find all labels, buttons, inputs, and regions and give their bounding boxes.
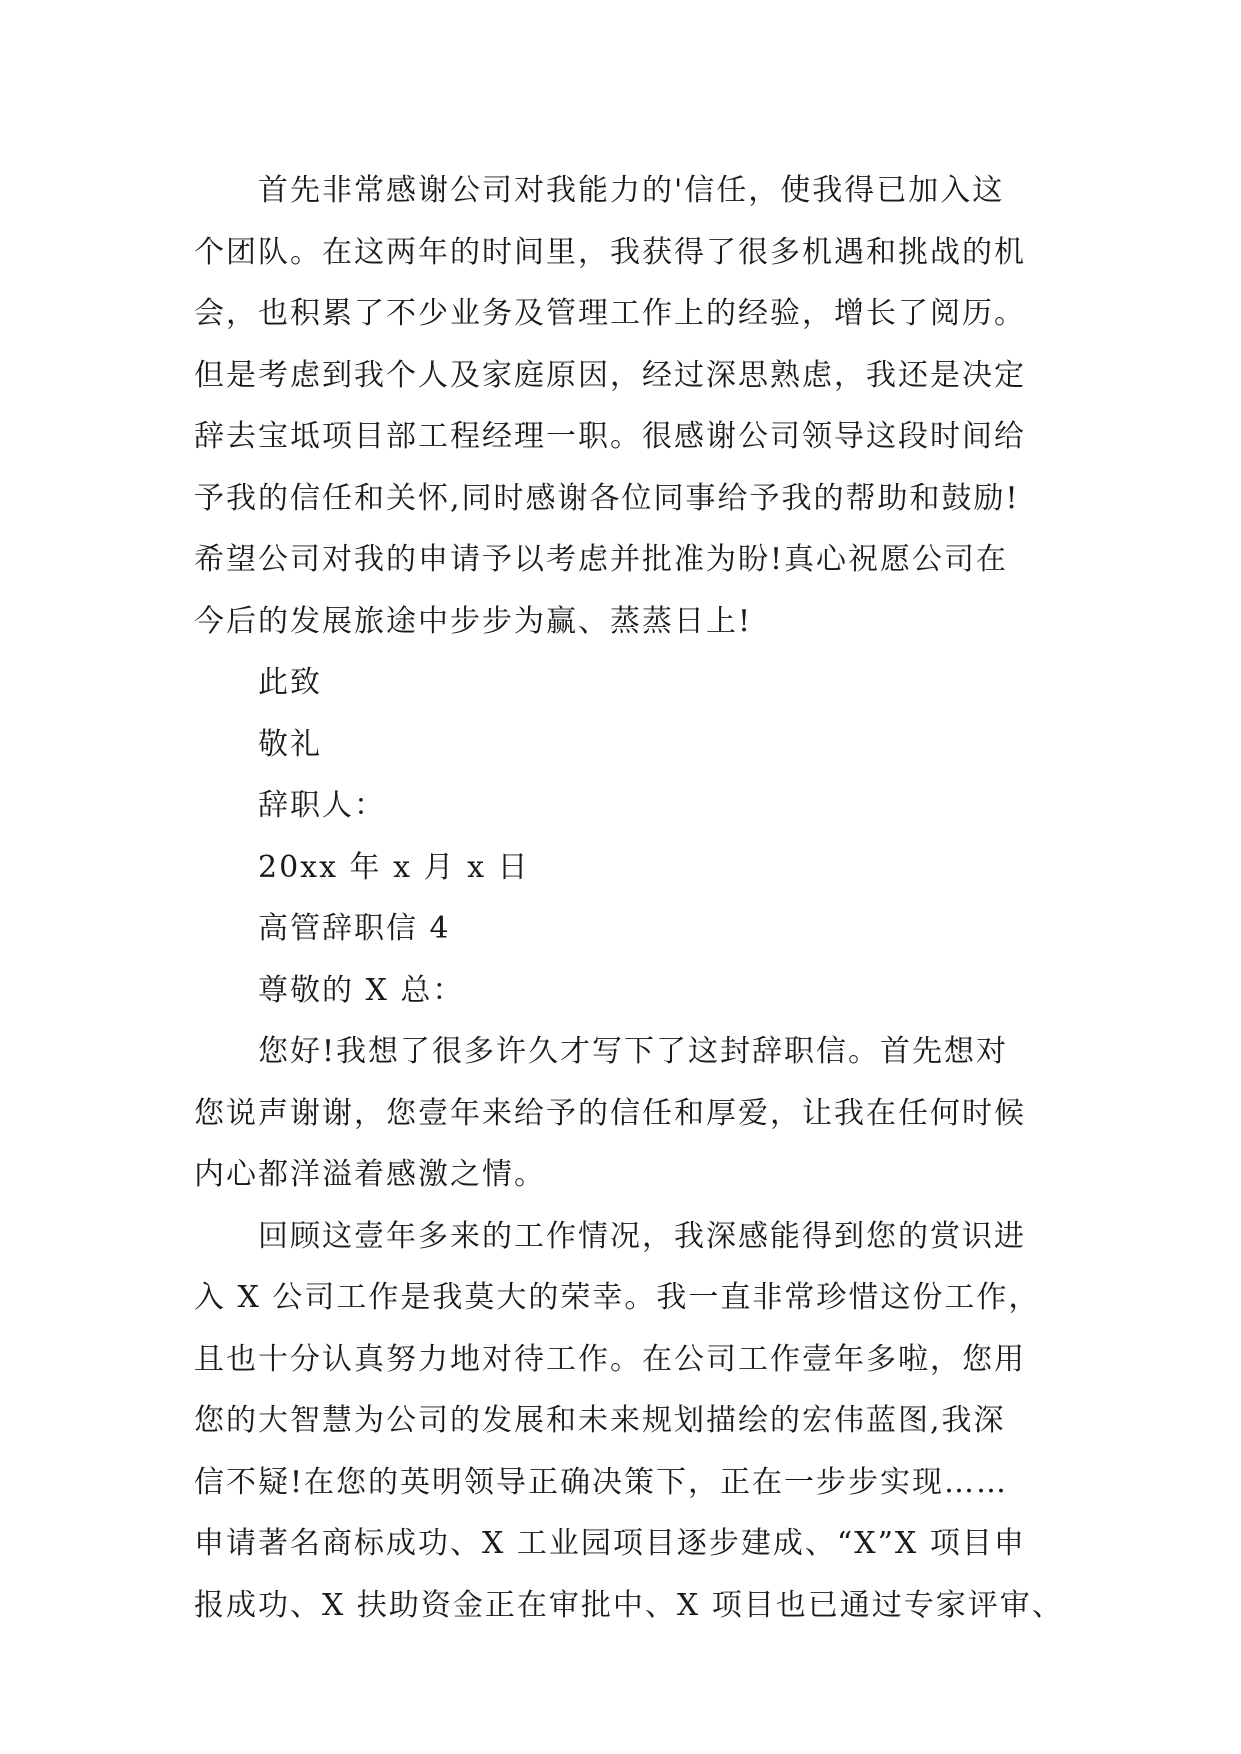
closing-regards: 敬礼: [258, 726, 322, 762]
date-line: 20xx 年 x 月 x 日: [258, 849, 530, 885]
closing-salutation: 此致: [258, 665, 322, 700]
text-line: 会，也积累了不少业务及管理工作上的经验，增长了阅历。: [194, 296, 1026, 331]
section-heading: 高管辞职信 4: [258, 911, 451, 946]
text-line: 今后的发展旅途中步步为赢、蒸蒸日上!: [194, 603, 753, 639]
greeting-line: 尊敬的 X 总：: [258, 972, 465, 1008]
text-line: 您说声谢谢，您壹年来给予的信任和厚爱，让我在任何时候: [194, 1095, 1026, 1131]
text-line: 希望公司对我的申请予以考虑并批准为盼!真心祝愿公司在: [194, 542, 1009, 577]
text-line: 且也十分认真努力地对待工作。在公司工作壹年多啦，您用: [194, 1341, 1026, 1377]
text-line: 报成功、X 扶助资金正在审批中、X 项目也已通过专家评审、: [194, 1587, 1064, 1623]
text-line: 但是考虑到我个人及家庭原因，经过深思熟虑，我还是决定: [194, 357, 1026, 393]
text-line: 申请著名商标成功、X 工业园项目逐步建成、“X”X 项目申: [194, 1526, 1026, 1561]
text-line: 入 X 公司工作是我莫大的荣幸。我一直非常珍惜这份工作，: [194, 1280, 1041, 1315]
text-line: 您好!我想了很多许久才写下了这封辞职信。首先想对: [258, 1034, 1009, 1069]
text-line: 予我的信任和关怀,同时感谢各位同事给予我的帮助和鼓励!: [194, 480, 1020, 516]
letter-body: [194, 160, 1074, 1636]
text-line: 回顾这壹年多来的工作情况，我深感能得到您的赏识进: [258, 1218, 1026, 1254]
text-line: 信不疑!在您的英明领导正确决策下，正在一步步实现……: [194, 1464, 1009, 1500]
text-line: 个团队。在这两年的时间里，我获得了很多机遇和挑战的机: [194, 234, 1026, 270]
text-line: 内心都洋溢着感激之情。: [194, 1157, 546, 1192]
text-line: 辞去宝坻项目部工程经理一职。很感谢公司领导这段时间给: [194, 419, 1026, 454]
signature-label: 辞职人：: [258, 788, 386, 823]
text-line: 首先非常感谢公司对我能力的'信任，使我得已加入这: [258, 173, 1005, 208]
text-line: 您的大智慧为公司的发展和未来规划描绘的宏伟蓝图,我深: [194, 1403, 1006, 1438]
